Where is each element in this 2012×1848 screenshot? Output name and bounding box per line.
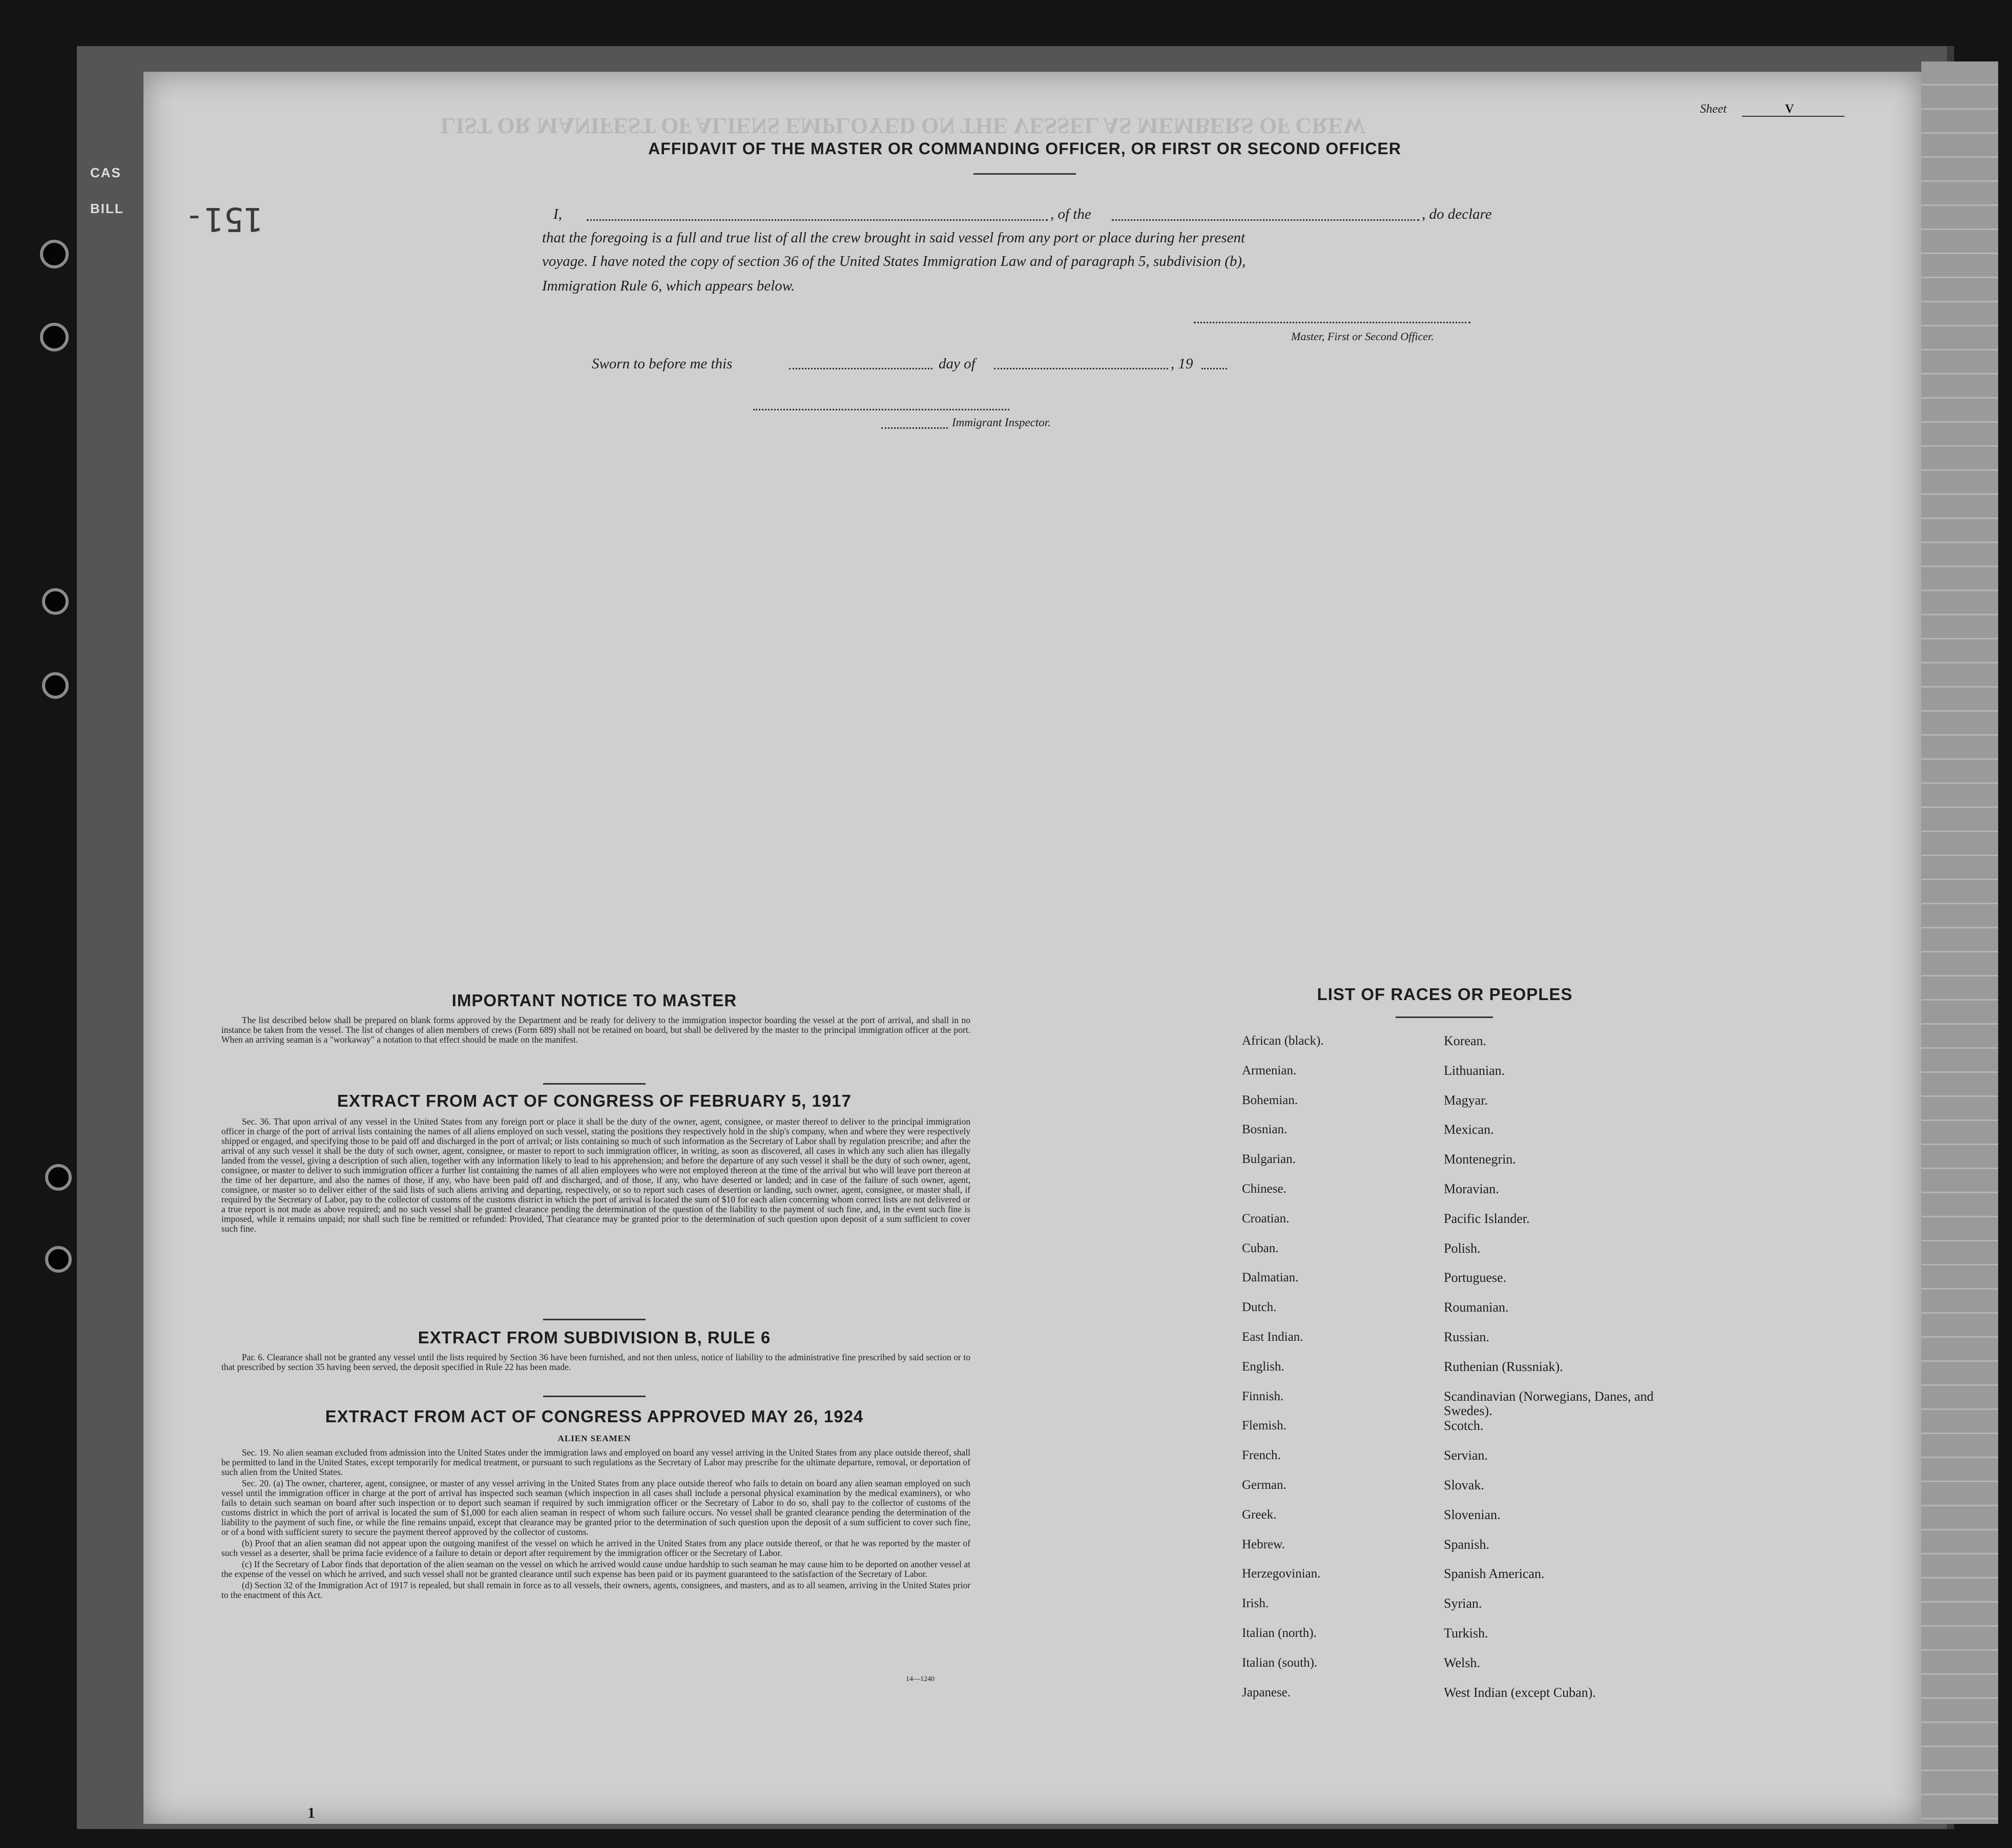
race-item: Irish. (1242, 1596, 1269, 1611)
edge-label-bill: BILL (90, 201, 124, 216)
affidavit-title: AFFIDAVIT OF THE MASTER OR COMMANDING OFFICER, OR FIRST OR SECOND OFFICER (648, 139, 1401, 158)
sec-20c-paragraph: (c) If the Secretary of Labor finds that deportation of the alien seaman on the vessel on which he arrived would cause undue hardship to such seaman he may cause him to be deported on another vessel at the expense of the vessel on which he arrived, and such vessel shall not be granted clearance until such expense has been paid or its payment guaranteed to the satisfaction of the Secretary of Labor. (221, 1559, 970, 1579)
race-item: Cuban. (1242, 1241, 1279, 1255)
bleed-through-header: LIST OR MANIFEST OF ALIENS EMPLOYED ON THE VESSEL AS MEMBERS OF CREW (441, 113, 1366, 138)
extract-1917-title: EXTRACT FROM ACT OF CONGRESS OF FEBRUARY 5, 1917 (337, 1091, 852, 1110)
race-item: Scotch. (1444, 1418, 1484, 1434)
race-item: Servian. (1444, 1448, 1488, 1463)
sheet-label: Sheet (1700, 102, 1727, 116)
alien-seamen-subtitle: ALIEN SEAMEN (557, 1434, 631, 1443)
bottom-mark: 1 (307, 1804, 315, 1821)
affidavit-i: I, (553, 206, 562, 222)
binder-hole (45, 1246, 72, 1273)
extract-rule6-body (221, 1353, 970, 1374)
race-item: Dutch. (1242, 1300, 1277, 1315)
race-item: Flemish. (1242, 1419, 1287, 1433)
race-item: Mexican. (1444, 1122, 1494, 1137)
extract-1924-body (221, 1448, 970, 1602)
binder-hole (40, 323, 69, 351)
race-item: English. (1242, 1359, 1284, 1374)
notice-title: IMPORTANT NOTICE TO MASTER (451, 991, 737, 1010)
affidavit-line-4: Immigration Rule 6, which appears below. (542, 278, 795, 294)
affidavit-line-2: that the foregoing is a full and true list of all the crew brought in said vessel from any port or place during her present (542, 230, 1246, 246)
sec-20b-paragraph: (b) Proof that an alien seaman did not appear upon the outgoing manifest of the vessel on which he arrived in the United States from any place outside thereof, or that he was reported by the master of such vessel as a deserter, shall be prima facie evidence of a failure to detain or deport after requirement by the immigration officer or the Secretary of Labor. (221, 1538, 970, 1558)
affidavit-of-the: , of the (1050, 206, 1091, 222)
inspector-caption: Immigrant Inspector. (952, 416, 1051, 429)
sworn-label: Sworn to before me this (592, 356, 733, 372)
race-item: West Indian (except Cuban). (1444, 1685, 1596, 1700)
sec-20a-paragraph: Sec. 20. (a) The owner, charterer, agent, consignee, or master of any vessel arriving in the United States from any place outside thereof who fails to detain on board any alien seaman employed on such vessel until the immigration officer in charge at the port of arrival has inspected such seaman (which inspection in all cases shall include a personal physical examination by the medical examiners), or who fails to detain such seaman on board after such inspection or to deport such seaman if required by such immigration officer or the Secretary of Labor to do so, shall pay to the collector of customs of the customs district in which the port of arrival is located the sum of $1,000 for each alien seaman in respect of whom such failure occurs. No vessel shall be granted clearance pending the determination of the liability to the payment of such fine, or while the fine remains unpaid, except that clearance may be granted prior to the determination of such question upon the deposit of a sum sufficient to cover such fine, or of a bond with sufficient surety to secure the payment thereof approved by the collector of customs. (221, 1478, 970, 1537)
race-item: Italian (south). (1242, 1655, 1318, 1670)
race-item: Italian (north). (1242, 1626, 1317, 1640)
races-left-column (1242, 1034, 1426, 1715)
year-label: , 19 (1171, 356, 1193, 372)
sworn-month-field[interactable] (994, 368, 1168, 369)
races-right-column (1444, 1034, 1659, 1715)
affidavit-line-3: voyage. I have noted the copy of section 36 of the United States Immigration Law and of paragraph 5, subdivision (b), (542, 253, 1246, 269)
day-of-label: day of (939, 356, 976, 372)
notice-rule (543, 1083, 646, 1085)
race-item: Ruthenian (Russniak). (1444, 1359, 1563, 1374)
race-item: Bohemian. (1242, 1093, 1298, 1107)
extract-1917-body (221, 1117, 970, 1235)
extract-1917-paragraph: Sec. 36. That upon arrival of any vessel in the United States from any foreign port or place it shall be the duty of the owner, agent, consignee, or master thereof to deliver to the principal immigration officer in charge of the port of arrival lists containing the names of all aliens employed on such vessel, stating the positions they respectively hold in the ship's company, when and where they were respectively shipped or engaged, and specifying those to be paid off and discharged in the port of arrival; or lists containing so much of such information as the Secretary of Labor shall by regulation prescribe; and after the arrival of any such vessel it shall be the duty of such owner, agent, consignee, or master to report to such immigration officer, in writing, as soon as discovered, all cases in which any such alien has illegally landed from the vessel, giving a description of such alien, together with any information likely to lead to his apprehension; and before the departure of any such vessel it shall be the duty of such owner, agent, consignee, or master to deliver to such immigration officer a further list containing the names of all alien employees who were not employed thereon at the time of the arrival but who will leave port thereon at the time of her departure, and also the names of those, if any, who have been paid off and discharged, and of those, if any, who have deserted or landed; and in case of the failure of such owner, agent, consignee, or master so to deliver either of the said lists of such aliens arriving and departing, respectively, or so to report such cases of desertion or landing, such owner, agent, consignee, or master shall, if required by the Secretary of Labor, pay to the collector of customs of the customs district in which the port of arrival is located the sum of $10 for each alien concerning whom correct lists are not delivered or a true report is not made as above required; and no such vessel shall be granted clearance pending the determination of the question of the liability to the payment of such fine, and, in the event such fine is imposed, while it remains unpaid; nor shall such fine be remitted or refunded: Provided, That clearance may be granted prior to the determination of such question upon deposit of a sum sufficient to cover such fine. (221, 1116, 970, 1234)
race-item: Welsh. (1444, 1655, 1480, 1670)
race-item: Montenegrin. (1444, 1152, 1516, 1167)
race-item: Russian. (1444, 1329, 1489, 1344)
race-item: Bosnian. (1242, 1123, 1288, 1137)
master-signature-field[interactable] (1194, 322, 1470, 323)
binder-hole (45, 1164, 72, 1191)
sheet-number-line (1742, 116, 1844, 117)
race-item: Finnish. (1242, 1389, 1284, 1403)
race-item: Slovak. (1444, 1477, 1484, 1492)
notice-body (221, 1015, 970, 1046)
race-item: Roumanian. (1444, 1300, 1509, 1315)
race-item: Pacific Islander. (1444, 1211, 1530, 1226)
extract-1924-title: EXTRACT FROM ACT OF CONGRESS APPROVED MAY 26, 1924 (325, 1407, 864, 1426)
race-item: German. (1242, 1478, 1287, 1492)
extract-rule6-title: EXTRACT FROM SUBDIVISION B, RULE 6 (418, 1328, 771, 1347)
race-item: Scandinavian (Norwegians, Danes, and Swedes). (1444, 1388, 1654, 1418)
inspector-prefix-field[interactable] (881, 427, 948, 429)
races-title-rule (1396, 1016, 1493, 1018)
race-item: French. (1242, 1448, 1281, 1463)
sec-20d-paragraph: (d) Section 32 of the Immigration Act of 1917 is repealed, but shall remain in force as to all vessels, their owners, agents, consignees, and masters, and as to all seamen, arriving in the United States prior to the enactment of this Act. (221, 1580, 970, 1600)
race-item: Croatian. (1242, 1211, 1290, 1226)
affidavit-title-rule (973, 173, 1076, 175)
race-item: East Indian. (1242, 1330, 1303, 1344)
race-item: Herzegovinian. (1242, 1567, 1321, 1581)
race-item: Dalmatian. (1242, 1271, 1299, 1285)
race-item: Turkish. (1444, 1625, 1488, 1641)
race-item: African (black). (1242, 1034, 1324, 1048)
race-item: Hebrew. (1242, 1537, 1285, 1551)
vessel-name-field[interactable] (1112, 219, 1419, 221)
affidavit-declare: , do declare (1422, 206, 1492, 222)
race-item: Spanish. (1444, 1536, 1489, 1552)
affiant-name-field[interactable] (587, 219, 1048, 221)
race-item: Spanish American. (1444, 1566, 1545, 1582)
race-item: Japanese. (1242, 1685, 1291, 1699)
binder-hole (40, 240, 69, 268)
race-item: Greek. (1242, 1507, 1277, 1522)
race-item: Chinese. (1242, 1181, 1287, 1196)
inspector-signature-field[interactable] (753, 409, 1009, 410)
race-item: Polish. (1444, 1240, 1481, 1256)
extract-rule6-paragraph: Par. 6. Clearance shall not be granted any vessel until the lists required by Section 36 have been furnished, and not then unless, notice of liability to the administrative fine prescribed by said section or to that prescribed by section 35 having been served, the deposit specified in Rule 22 has been made. (221, 1352, 970, 1372)
race-item: Armenian. (1242, 1063, 1297, 1077)
race-item: Syrian. (1444, 1596, 1482, 1611)
race-item: Slovenian. (1444, 1507, 1501, 1522)
sworn-day-field[interactable] (789, 368, 932, 369)
binder-hole (42, 672, 69, 699)
race-item: Magyar. (1444, 1092, 1488, 1108)
race-item: Lithuanian. (1444, 1063, 1505, 1078)
edge-label-cas: CAS (90, 165, 121, 180)
sheet-number: V (1785, 102, 1794, 116)
extract-1917-rule (543, 1319, 646, 1320)
race-item: Bulgarian. (1242, 1152, 1296, 1167)
sworn-year-field[interactable] (1201, 368, 1227, 369)
notice-paragraph: The list described below shall be prepared on blank forms approved by the Department and be ready for delivery to the immigration inspector boarding the vessel at the port of arrival, and shall in no instance be taken from the vessel. The list of changes of alien members of crews (Form 689) shall not be retained on board, but shall be delivered by the master to the principal immigration officer at the port. When an arriving seaman is a "workaway" a notation to that effect should be made on the manifest. (221, 1015, 970, 1045)
race-item: Moravian. (1444, 1181, 1499, 1196)
races-title: LIST OF RACES OR PEOPLES (1317, 985, 1573, 1004)
binder-hole (42, 588, 69, 615)
stamp-number: 151- (184, 200, 264, 238)
binder-edge-strip (1921, 61, 1998, 1824)
extract-rule6-rule (543, 1396, 646, 1397)
master-caption: Master, First or Second Officer. (1291, 330, 1434, 343)
sec-19-paragraph: Sec. 19. No alien seaman excluded from admission into the United States under the immigration laws and employed on board any vessel arriving in the United States from any place outside thereof, shall be permitted to land in the United States, except temporarily for medical treatment, or pursuant to such regulations as the Secretary of Labor may prescribe for the ultimate departure, removal, or deportation of such alien from the United States. (221, 1447, 970, 1477)
race-item: Korean. (1444, 1033, 1487, 1048)
form-number: 14—1240 (906, 1675, 935, 1683)
race-item: Portuguese. (1444, 1270, 1507, 1285)
